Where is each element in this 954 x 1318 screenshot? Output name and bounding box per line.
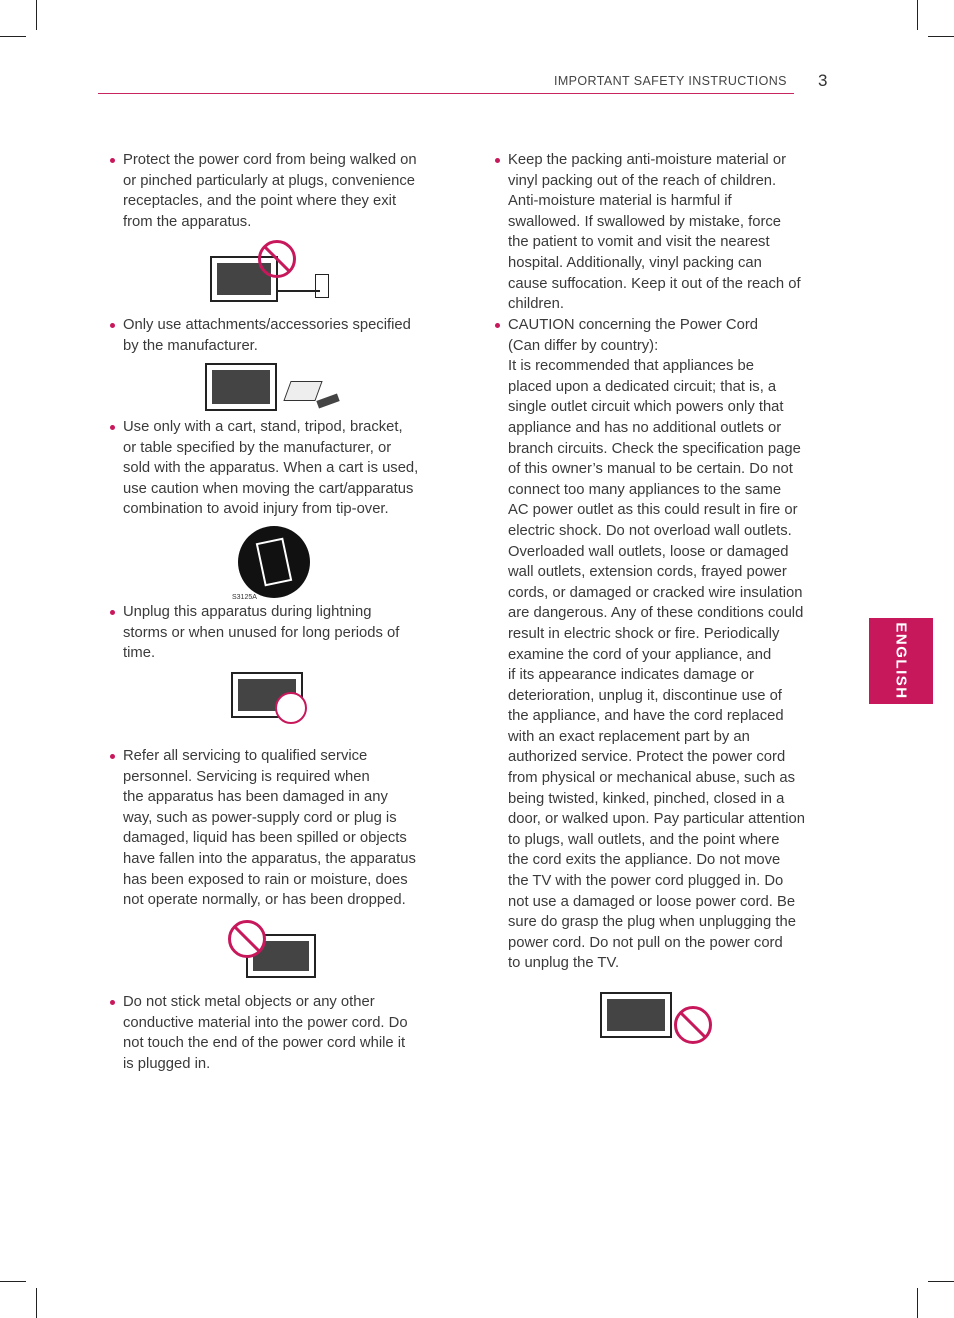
bullet-icon [110, 610, 115, 615]
list-item: Use only with a cart, stand, tripod, bracket, or table specified by the manufacturer, or sold with the apparatus. When a cart is used, use caution when moving the cart/apparatus combination to avoid injury from tip-over. [123, 419, 419, 518]
list-item: Refer all servicing to qualified service personnel. Servicing is required when the apparatus has been damaged in any way, such as power-supply cord or plug is damaged, liquid has been spilled or objects have fallen into the apparatus, the apparatus has been exposed to rain or moisture, does not operate normally, or has been dropped. [123, 748, 416, 909]
prohibited-plug-icon [674, 1006, 712, 1044]
crop-mark [36, 1288, 37, 1318]
crop-mark [917, 1288, 918, 1318]
list-item: Do not stick metal objects or any other conductive material into the power cord. Do not touch the end of the power cord while it is plugged in. [123, 994, 408, 1072]
bullet-icon [110, 754, 115, 759]
bullet-icon [495, 323, 500, 328]
remote-icon [316, 393, 339, 408]
list-item: CAUTION concerning the Power Cord (Can differ by country): It is recommended that appliances be placed upon a dedicated circuit; that is, a single outlet circuit which powers only that appliance and has no additional outlets or branch circuits. Check the specification page of this owner’s manual to be certain. Do not connect too many appliances to the same AC power outlet as this could result in fire or electric shock. Do not overload wall outlets. Overloaded wall outlets, loose or damaged wall outlets, extension cords, frayed power cords, or damaged or cracked wire insulation are dangerous. Any of these conditions could result in electric shock or fire. Periodically examine the cord of your appliance, and if its appearance indicates damage or deterioration, unplug it, discontinue use of the appliance, and have the cord replaced with an exact replacement part by an authorized service. Protect the power cord from physical or mechanical abuse, such as being twisted, kinked, pinched, closed in a door, or walked upon. Pay particular attention to plugs, wall outlets, and the point where the cord exits the appliance. Do not move the TV with the power cord plugged in. Do not use a damaged or loose power cord. Be sure do grasp the plug when unplugging the power cord. Do not pull on the power cord to unplug the TV. [508, 317, 805, 972]
power-cord-icon [278, 290, 320, 292]
section-title: IMPORTANT SAFETY INSTRUCTIONS [554, 74, 787, 88]
crop-mark [928, 36, 954, 37]
tv-icon [600, 992, 672, 1038]
bullet-icon [495, 158, 500, 163]
bullet-icon [110, 425, 115, 430]
prohibited-foot-icon [258, 240, 296, 278]
language-label: ENGLISH [892, 622, 910, 700]
crop-mark [917, 0, 918, 30]
list-item: Only use attachments/accessories specified by the manufacturer. [123, 317, 411, 354]
crop-mark [0, 36, 26, 37]
bullet-icon [110, 323, 115, 328]
accessories-figure [205, 363, 345, 413]
servicing-figure [228, 920, 318, 980]
crop-mark [928, 1281, 954, 1282]
manual-icon [283, 381, 322, 401]
list-item: Unplug this apparatus during lightning storms or when unused for long periods of time. [123, 604, 400, 662]
list-item: Protect the power cord from being walked on or pinched particularly at plugs, convenience receptacles, and the point where they exit from the apparatus. [123, 152, 417, 230]
unplug-figure [231, 672, 313, 720]
unplug-icon [275, 692, 307, 724]
cart-warning-figure [232, 526, 314, 604]
prohibited-tool-icon [228, 920, 266, 958]
crop-mark [0, 1281, 26, 1282]
wall-outlet-icon [315, 274, 329, 298]
power-cord-warning-figure [600, 990, 724, 1046]
crop-mark [36, 0, 37, 30]
header-divider [98, 93, 794, 94]
page-number: 3 [818, 71, 828, 90]
power-cord-step-figure [210, 240, 335, 304]
list-item: Keep the packing anti-moisture material or vinyl packing out of the reach of children. Anti-moisture material is harmful if swallowed. If swallowed by mistake, force the patient to vomit and visit the nearest hospital. Additionally, vinyl packing can cause suffocation. Keep it out of the reach of children. [508, 152, 801, 313]
bullet-icon [110, 158, 115, 163]
language-tab [869, 618, 933, 704]
bullet-icon [110, 1000, 115, 1005]
tv-icon [205, 363, 277, 411]
figure-label: S3125A [232, 594, 257, 601]
